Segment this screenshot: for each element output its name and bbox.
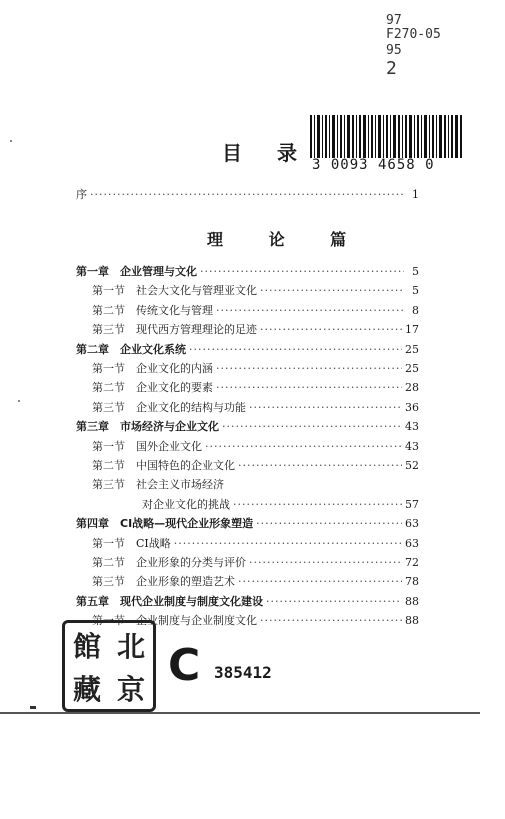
toc-page: 1	[412, 187, 419, 201]
toc-page: 72	[405, 555, 419, 569]
leader-dots	[205, 440, 402, 453]
leader-dots	[249, 401, 402, 414]
toc-label: 第二章 企业文化系统	[76, 343, 186, 356]
leader-dots	[238, 575, 402, 588]
speck	[18, 400, 20, 402]
stamp-char: 京	[116, 672, 145, 706]
toc-page: 25	[405, 342, 419, 356]
toc-page: 63	[405, 536, 419, 550]
toc-entry	[92, 475, 419, 493]
toc-label: 第三节 企业形象的塑造艺术	[92, 575, 235, 588]
toc-entry	[142, 495, 419, 513]
toc-page: 25	[405, 361, 419, 375]
toc-chapter	[76, 417, 419, 435]
toc-label: 第二节 企业形象的分类与评价	[92, 556, 246, 569]
toc-page: 78	[405, 574, 419, 588]
toc-label: 第一节 社会大文化与管理亚文化	[92, 284, 257, 297]
toc-label: 第一节 企业制度与企业制度文化	[92, 614, 257, 627]
toc-page: 88	[405, 594, 419, 608]
toc-label: 第二节 传统文化与管理	[92, 304, 213, 317]
leader-dots	[222, 420, 402, 433]
handwritten-note-4: 2	[386, 58, 397, 79]
toc-label: 第三节 现代西方管理理论的足迹	[92, 323, 257, 336]
toc-label: 序	[76, 188, 87, 201]
toc-label: 第一节 企业文化的内涵	[92, 362, 213, 375]
toc-page: 43	[405, 419, 419, 433]
toc-label: 第四章 CI战略—现代企业形象塑造	[76, 517, 254, 530]
toc-chapter	[76, 262, 419, 280]
leader-dots	[266, 595, 402, 608]
speck	[10, 140, 12, 142]
toc-label: 第二节 中国特色的企业文化	[92, 459, 235, 472]
toc-page: 17	[405, 322, 419, 336]
handwritten-note-1: 97	[386, 13, 402, 28]
toc-entry	[92, 456, 419, 474]
toc-entry	[92, 553, 419, 571]
toc-page: 28	[405, 380, 419, 394]
barcode-number: 3 0093 4658 0	[312, 157, 435, 173]
call-letter: C	[168, 640, 201, 691]
toc-page: 63	[405, 516, 419, 530]
section-heading: 理 论 篇	[207, 230, 367, 249]
stamp-char: 北	[116, 629, 145, 663]
leader-dots	[174, 537, 402, 550]
leader-dots	[90, 188, 404, 201]
library-stamp	[62, 620, 156, 712]
leader-dots	[260, 323, 402, 336]
toc-chapter	[76, 592, 419, 610]
toc-page: 8	[412, 303, 419, 317]
leader-dots	[260, 614, 402, 627]
toc-entry	[92, 378, 419, 396]
toc-label: 第一节 CI战略	[92, 537, 171, 550]
toc-entry	[92, 320, 419, 338]
leader-dots	[249, 556, 402, 569]
stamp-char: 藏	[72, 672, 101, 706]
toc-entry	[92, 359, 419, 377]
toc-page: 5	[412, 283, 419, 297]
leader-dots	[233, 498, 402, 511]
toc-label: 第一章 企业管理与文化	[76, 265, 197, 278]
toc-chapter	[76, 514, 419, 532]
leader-dots	[216, 381, 402, 394]
leader-dots	[216, 362, 402, 375]
toc-page: 88	[405, 613, 419, 627]
call-number: 385412	[214, 663, 272, 682]
toc-label: 第二节 企业文化的要素	[92, 381, 213, 394]
toc-entry	[92, 572, 419, 590]
leader-dots	[200, 265, 404, 278]
toc-page: 5	[412, 264, 419, 278]
toc-page: 52	[405, 458, 419, 472]
leader-dots	[256, 517, 402, 530]
toc-entry	[92, 534, 419, 552]
page-title: 目 录	[222, 141, 311, 165]
leader-dots	[260, 284, 404, 297]
toc-label: 第三节 企业文化的结构与功能	[92, 401, 246, 414]
toc-page: 57	[405, 497, 419, 511]
bottom-rule	[0, 712, 480, 714]
toc-entry	[92, 281, 419, 299]
speck	[30, 706, 36, 709]
toc-page: 43	[405, 439, 419, 453]
toc-label: 第三章 市场经济与企业文化	[76, 420, 219, 433]
toc-entry	[92, 437, 419, 455]
toc-page: 36	[405, 400, 419, 414]
toc-label: 第五章 现代企业制度与制度文化建设	[76, 595, 263, 608]
toc-entry	[92, 301, 419, 319]
toc-chapter	[76, 340, 419, 358]
handwritten-note-3: 95	[386, 43, 402, 58]
leader-dots	[189, 343, 402, 356]
toc-label: 第三节 社会主义市场经济	[92, 478, 224, 491]
toc-label: 对企业文化的挑战	[142, 498, 230, 511]
stamp-char: 館	[72, 629, 101, 663]
toc-preface	[76, 185, 419, 203]
leader-dots	[216, 304, 404, 317]
toc-label: 第一节 国外企业文化	[92, 440, 202, 453]
leader-dots	[238, 459, 402, 472]
handwritten-note-2: F270-05	[386, 27, 441, 42]
barcode	[310, 115, 462, 158]
toc-entry	[92, 398, 419, 416]
